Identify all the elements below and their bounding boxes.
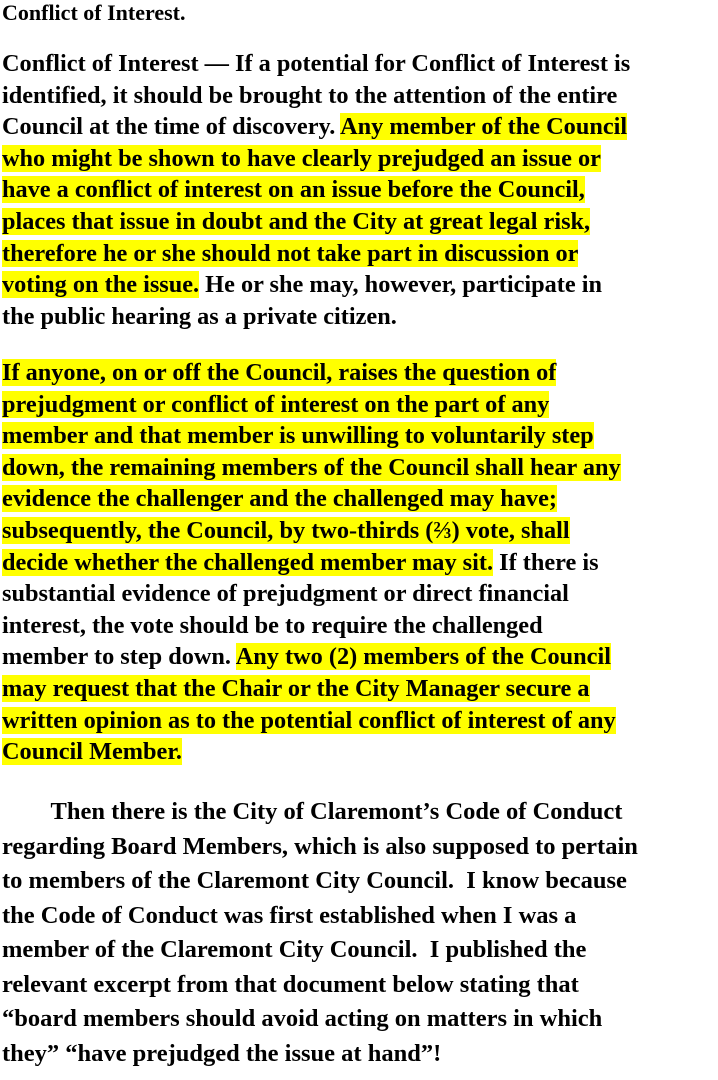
highlighted-text: places that issue in doubt and the City at great legal risk,	[2, 207, 591, 235]
highlighted-text: Council Member.	[2, 738, 182, 766]
paragraph-2	[2, 357, 718, 768]
text-line	[2, 420, 718, 452]
text-line	[2, 48, 718, 80]
plain-text: substantial evidence of prejudgment or direct financial	[2, 580, 569, 608]
text-line	[2, 610, 718, 642]
text-line	[2, 269, 718, 301]
text-line	[2, 452, 718, 484]
text-line	[2, 933, 718, 968]
text-line	[2, 1037, 718, 1072]
section-heading: Conflict of Interest.	[2, 0, 186, 25]
plain-text: Conflict of Interest — If a potential for Conflict of Interest is	[2, 50, 631, 77]
text-line	[2, 968, 718, 1003]
plain-text: identified, it should be brought to the attention of the entire	[2, 81, 618, 109]
highlighted-text: prejudgment or conflict of interest on the part of any	[2, 390, 550, 418]
text-line	[2, 143, 718, 175]
text-line	[2, 736, 718, 768]
text-line	[2, 795, 718, 830]
plain-text: “board members should avoid acting on matters in which	[2, 1005, 603, 1032]
plain-text: interest, the vote should be to require the challenged	[2, 611, 543, 639]
plain-text: Then there is the City of Claremont’s Code of Conduct	[2, 798, 623, 825]
text-line	[2, 111, 718, 143]
text-line	[2, 483, 718, 515]
plain-text: to members of the Claremont City Council. I know because	[2, 867, 627, 894]
highlighted-text: may request that the Chair or the City Manager secure a	[2, 674, 590, 702]
highlighted-text: member and that member is unwilling to voluntarily step	[2, 422, 594, 450]
highlighted-text: written opinion as to the potential conflict of interest of any	[2, 706, 616, 734]
text-line	[2, 301, 718, 333]
highlighted-text: evidence the challenger and the challenged may have;	[2, 485, 557, 513]
plain-text: the public hearing as a private citizen.	[2, 302, 397, 330]
plain-text: they” “have prejudged the issue at hand”!	[2, 1039, 442, 1067]
text-line	[2, 515, 718, 547]
highlighted-text: subsequently, the Council, by two-thirds (⅔) vote, shall	[2, 516, 570, 544]
text-line	[2, 864, 718, 899]
highlighted-text: Any member of the Council	[340, 113, 628, 141]
text-line	[2, 1002, 718, 1037]
highlighted-text: who might be shown to have clearly prejudged an issue or	[2, 144, 601, 172]
paragraph-3	[2, 795, 718, 1071]
text-line	[2, 705, 718, 737]
highlighted-text: down, the remaining members of the Council shall hear any	[2, 453, 621, 481]
text-line	[2, 174, 718, 206]
highlighted-text: have a conflict of interest on an issue before the Council,	[2, 176, 585, 204]
text-line	[2, 357, 718, 389]
text-line	[2, 389, 718, 421]
text-line	[2, 547, 718, 579]
highlighted-text: therefore he or she should not take part in discussion or	[2, 239, 579, 267]
plain-text: relevant excerpt from that document below stating that	[2, 970, 579, 998]
text-line	[2, 830, 718, 865]
plain-text: He or she may, however, participate in	[199, 271, 603, 299]
text-line	[2, 641, 718, 673]
highlighted-text: decide whether the challenged member may sit.	[2, 548, 494, 576]
text-line	[2, 206, 718, 238]
plain-text: the Code of Conduct was first established when I was a	[2, 901, 577, 929]
plain-text: member to step down.	[2, 643, 236, 671]
text-line	[2, 80, 718, 112]
plain-text: If there is	[493, 548, 599, 576]
text-line	[2, 578, 718, 610]
highlighted-text: If anyone, on or off the Council, raises the question of	[2, 359, 557, 386]
highlighted-text: voting on the issue.	[2, 271, 200, 299]
plain-text: member of the Claremont City Council. I published the	[2, 936, 587, 963]
plain-text: Council at the time of discovery.	[2, 113, 341, 141]
text-line	[2, 238, 718, 270]
text-line	[2, 673, 718, 705]
paragraph-1	[2, 48, 718, 332]
text-line	[2, 899, 718, 934]
plain-text: regarding Board Members, which is also supposed to pertain	[2, 832, 638, 860]
highlighted-text: Any two (2) members of the Council	[235, 643, 611, 671]
